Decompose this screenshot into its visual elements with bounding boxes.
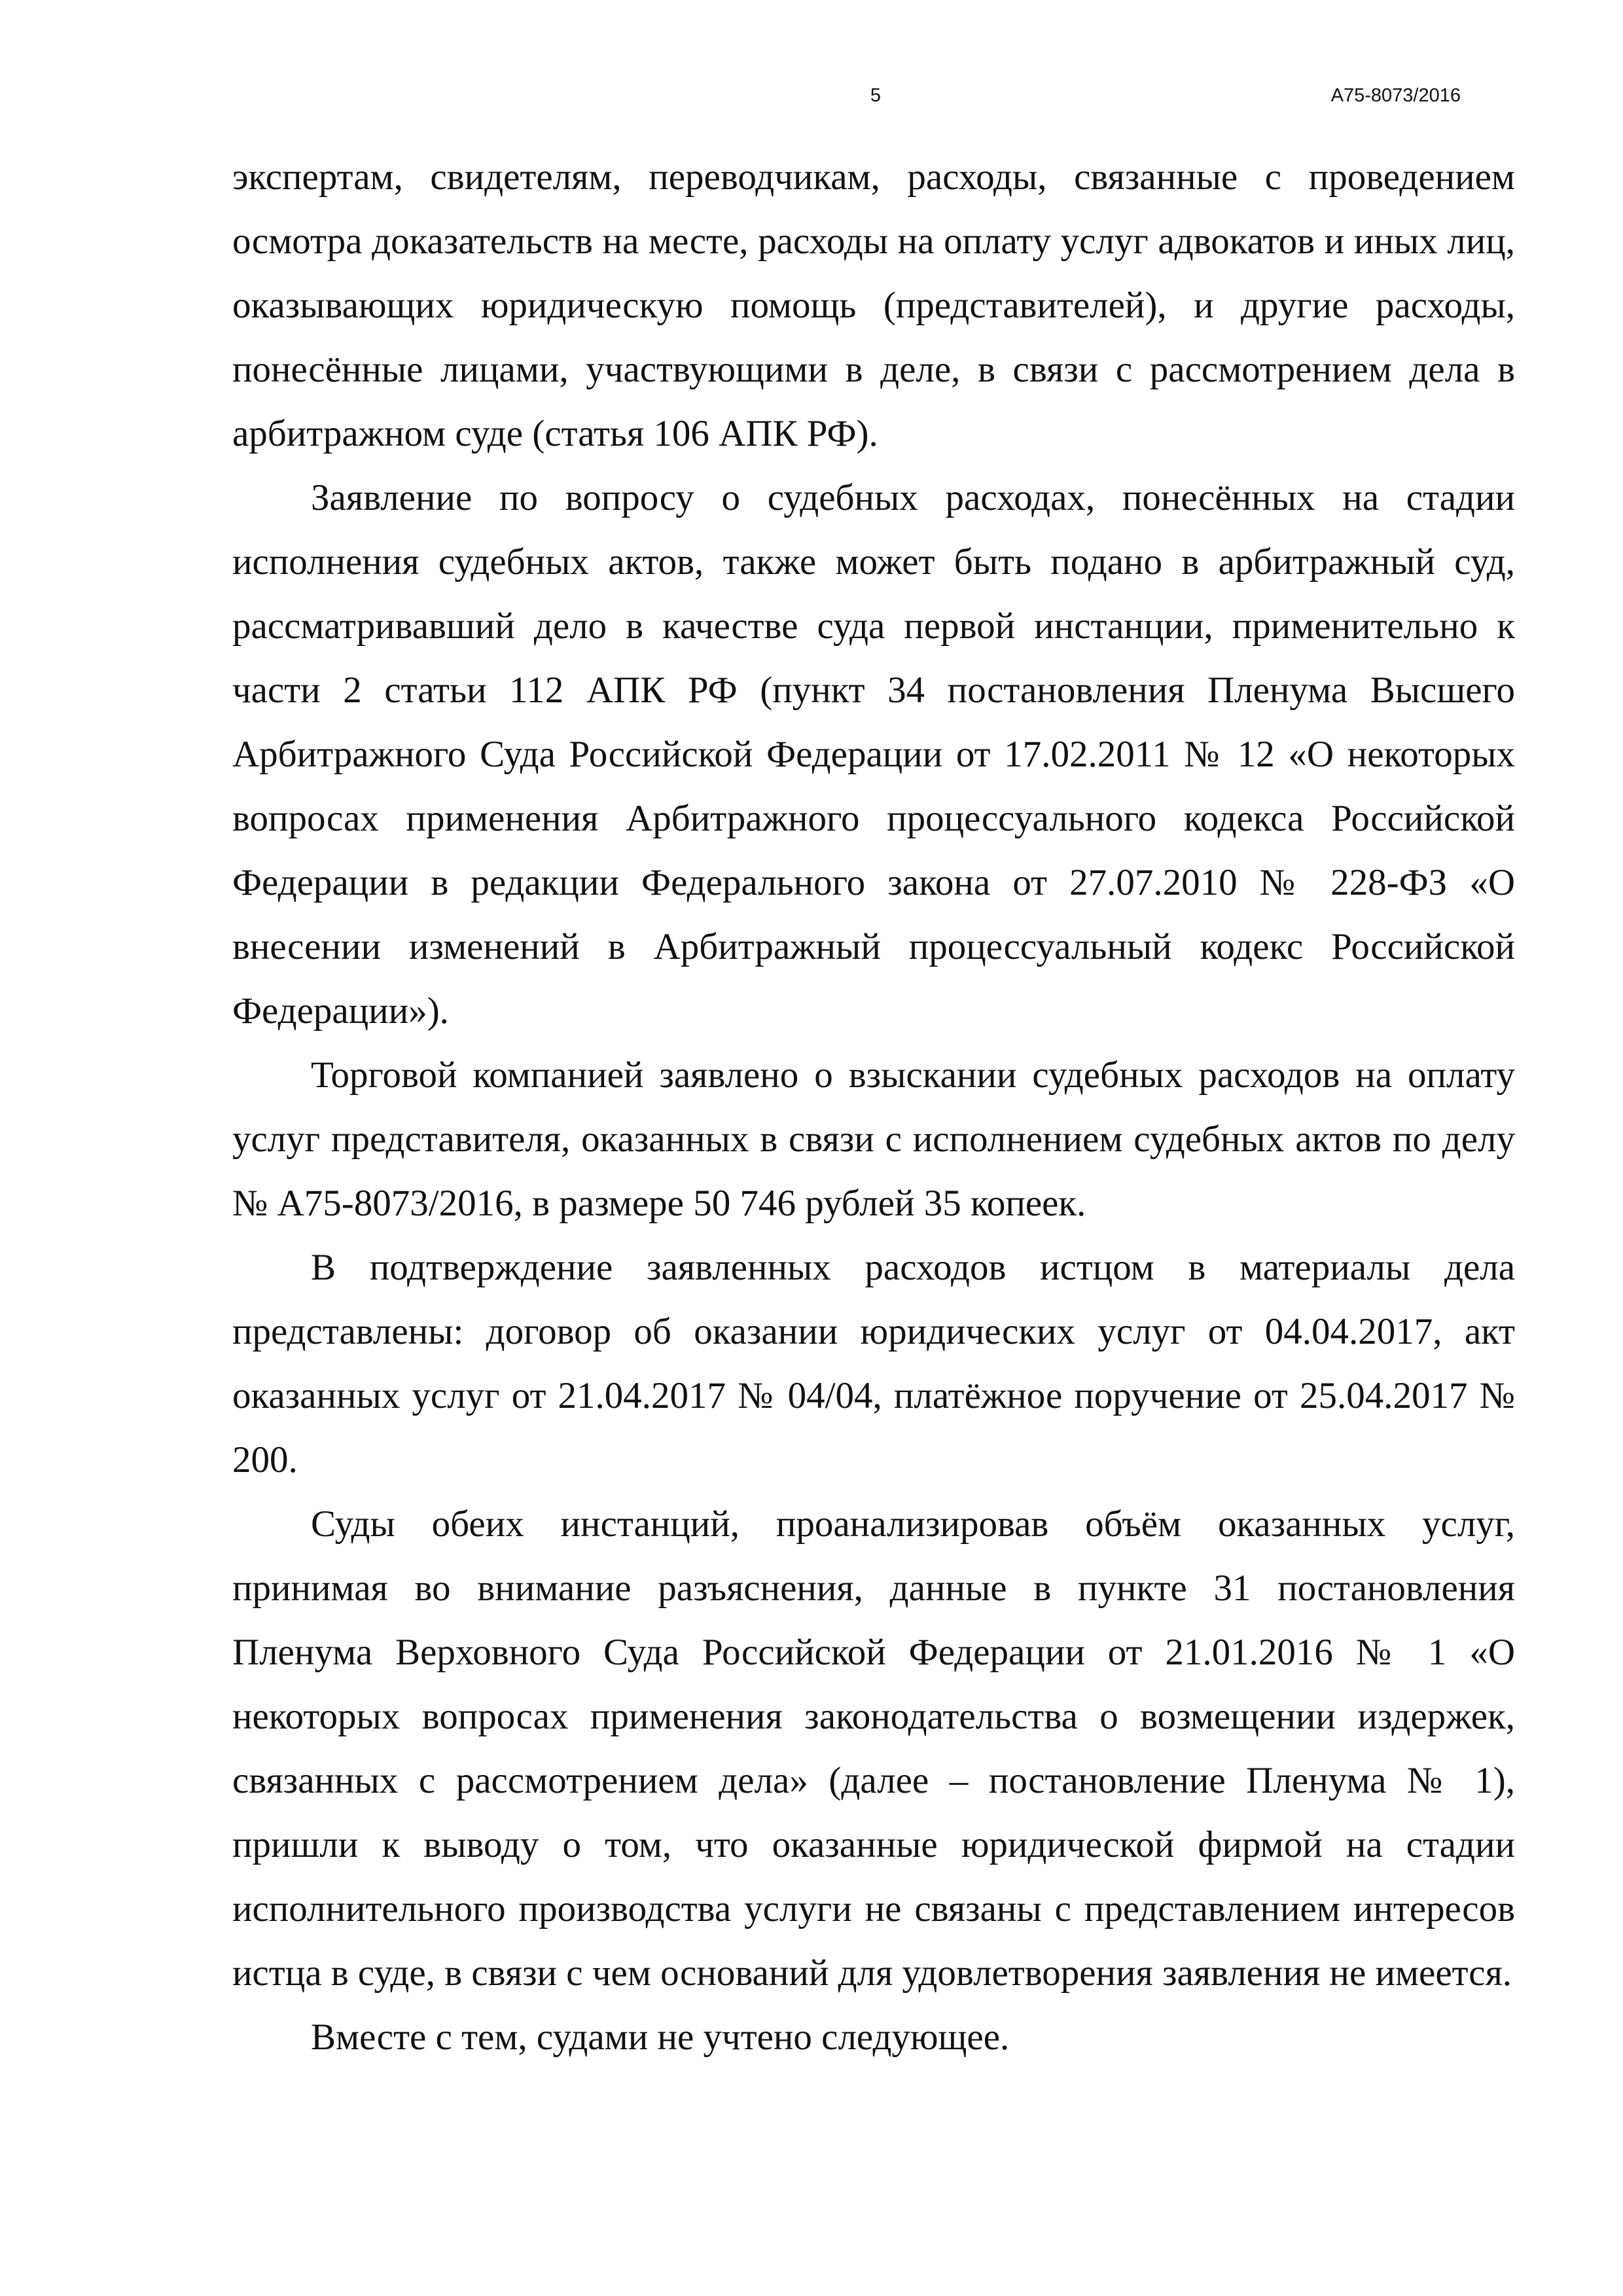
document-body bbox=[232, 145, 1515, 2070]
paragraph-however: Вместе с тем, судами не учтено следующее. bbox=[311, 2017, 1010, 2058]
page-number: 5 bbox=[870, 85, 882, 106]
paragraph-continuation: экспертам, свидетелям, переводчикам, расходы, связанные с проведением осмотра доказательств на месте, расходы на оплату услуг адвокатов и иных лиц, оказывающих юридическую помощь (представителей), и другие расходы, понесённые лицами, участвующими в деле, в связи с рассмотрением дела в арбитражном суде (статья 106 АПК РФ). bbox=[232, 156, 1515, 454]
case-number: А75-8073/2016 bbox=[1330, 85, 1461, 106]
paragraph-courts-conclusion: Суды обеих инстанций, проанализировав объём оказанных услуг, принимая во внимание разъяснения, данные в пункте 31 постановления Пленума Верховного Суда Российской Федерации от 21.01.2016 № 1 «О некоторых вопросах применения законодательства о возмещении издержек, связанных с рассмотрением дела» (далее – постановление Пленума № 1), пришли к выводу о том, что оказанные юридической фирмой на стадии исполнительного производства услуги не связаны с представлением интересов истца в суде, в связи с чем оснований для удовлетворения заявления не имеется. bbox=[232, 1503, 1515, 1994]
paragraph-application-statement: Заявление по вопросу о судебных расходах, понесённых на стадии исполнения судебных актов, также может быть подано в арбитражный суд, рассматривавший дело в качестве суда первой инстанции, применительно к части 2 статьи 112 АПК РФ (пункт 34 постановления Пленума Высшего Арбитражного Суда Российской Федерации от 17.02.2011 № 12 «О некоторых вопросах применения Арбитражного процессуального кодекса Российской Федерации в редакции Федерального закона от 27.07.2010 № 228-ФЗ «О внесении изменений в Арбитражный процессуальный кодекс Российской Федерации»). bbox=[232, 477, 1515, 1031]
paragraph-trading-company-claim: Торговой компанией заявлено о взыскании судебных расходов на оплату услуг представителя, оказанных в связи с исполнением судебных актов по делу № А75-8073/2016, в размере 50 746 рублей 35 копеек. bbox=[232, 1054, 1515, 1224]
paragraph-evidence: В подтверждение заявленных расходов истцом в материалы дела представлены: договор об оказании юридических услуг от 04.04.2017, акт оказанных услуг от 21.04.2017 № 04/04, платёжное поручение от 25.04.2017 № 200. bbox=[232, 1247, 1515, 1480]
